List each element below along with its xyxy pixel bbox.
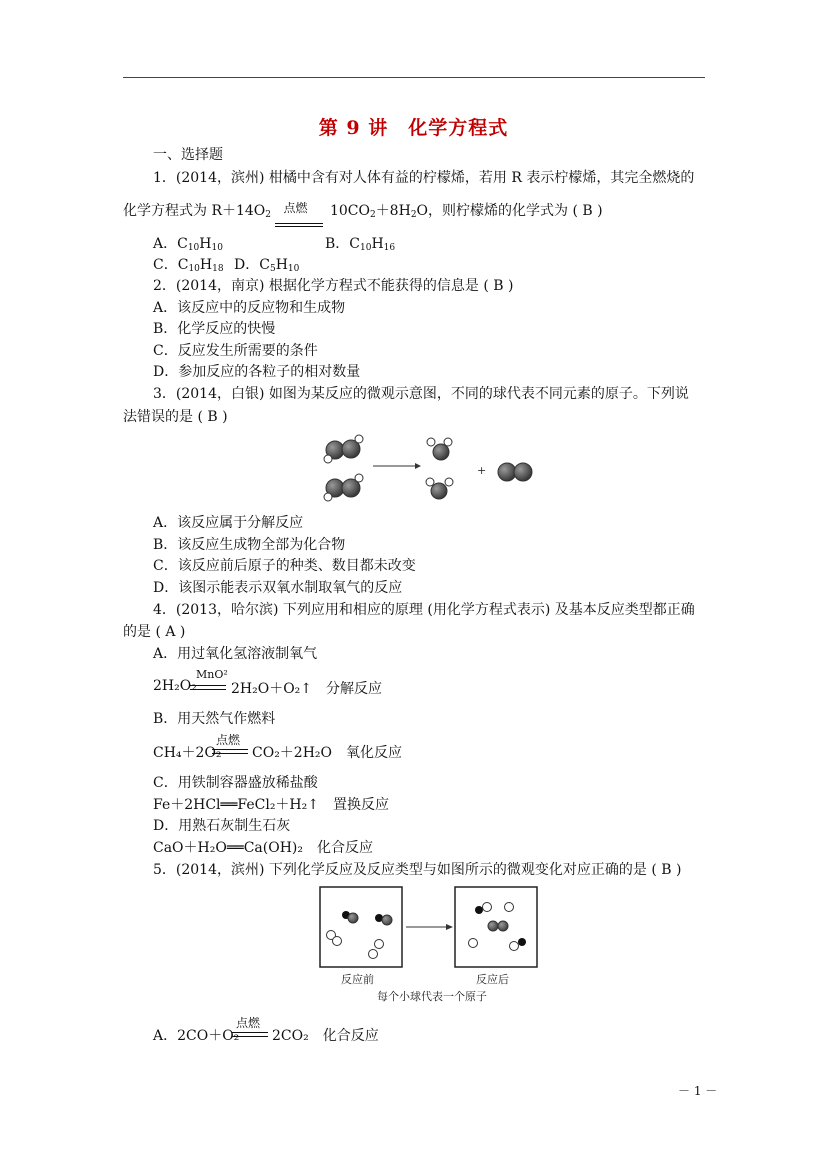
q1-option-a: A．$C_{10}H_{10}$ [153, 236, 223, 253]
q3-reaction-diagram [315, 428, 540, 508]
q4-option-a: A．用过氧化氢溶液制氧气 [153, 646, 318, 662]
q4-eq-b-condition: 点燃 [216, 733, 241, 747]
box-before [320, 887, 402, 967]
section-heading: 一、选择题 [153, 147, 223, 163]
q3-option-d: D．该图示能表示双氧水制取氧气的反应 [153, 580, 403, 596]
page-title: 第 9 讲 化学方程式 [318, 117, 509, 139]
q5-eq-a-sign [232, 1032, 268, 1037]
q2-option-d: D．参加反应的各粒子的相对数量 [153, 364, 361, 380]
q3-option-b: B．该反应生成物全部为化合物 [153, 537, 346, 553]
q4-stem-line1: 4．(2013，哈尔滨) 下列应用和相应的原理 (用化学方程式表示) 及基本反应类型都正确 [153, 602, 695, 618]
plus-sign: + [477, 464, 487, 477]
q2-option-b: B．化学反应的快慢 [153, 321, 276, 337]
q4-eq-b-sign [212, 749, 248, 754]
label-before: 反应前 [341, 973, 374, 986]
reactant-molecule-1 [324, 435, 363, 463]
q4-eq-b-left: CH₄＋2O₂ [153, 745, 222, 761]
q5-eq-a-condition: 点燃 [236, 1016, 261, 1030]
product-molecule-3 [498, 463, 532, 481]
reactant-molecule-2 [324, 474, 363, 501]
q2-option-a: A．该反应中的反应物和生成物 [153, 300, 346, 316]
q5-eq-a-left: A．2CO＋O₂ [153, 1028, 240, 1044]
q4-option-b: B．用天然气作燃料 [153, 711, 276, 727]
page-number: － 1 － [678, 1084, 718, 1098]
q4-eq-a-condition: MnO² [196, 668, 228, 681]
product-molecule-1 [427, 438, 452, 460]
q2-option-c: C．反应发生所需要的条件 [153, 343, 318, 359]
q5-stem: 5．(2014，滨州) 下列化学反应及反应类型与如图所示的微观变化对应正确的是 ( B ) [153, 862, 682, 878]
q1-stem-line1: 1．(2014，滨州) 柑橘中含有对人体有益的柠檬烯，若用 R 表示柠檬烯，其完全燃烧的 [153, 170, 695, 186]
q1-option-b: B．$C_{10}H_{16}$ [325, 236, 396, 253]
q3-option-a: A．该反应属于分解反应 [153, 515, 304, 531]
label-after: 反应后 [476, 973, 509, 986]
product-molecule-2 [426, 478, 453, 499]
q4-option-d: D．用熟石灰制生石灰 [153, 818, 291, 834]
header-rule [123, 77, 705, 78]
q5-eq-a-right: 2CO₂ 化合反应 [272, 1028, 379, 1044]
q3-stem-line2: 法错误的是 ( B ) [123, 409, 228, 425]
q4-eq-c: Fe＋2HCl══FeCl₂＋H₂↑ 置换反应 [153, 797, 389, 813]
q5-micro-diagram [318, 885, 548, 1007]
diagram-caption: 每个小球代表一个原子 [377, 990, 487, 1003]
q1-option-cd: C．$C_{10}H_{18}$ D．$C_5H_{10}$ [153, 257, 300, 274]
q4-option-c: C．用铁制容器盛放稀盐酸 [153, 775, 318, 791]
q4-eq-b-right: CO₂＋2H₂O 氧化反应 [252, 745, 403, 761]
q1-condition: 点燃 [283, 201, 308, 215]
q4-stem-line2: 的是 ( A ) [123, 624, 186, 640]
q4-eq-a-right: 2H₂O＋O₂↑ 分解反应 [231, 681, 383, 697]
q3-option-c: C．该反应前后原子的种类、数目都未改变 [153, 558, 416, 574]
q4-eq-a-left: 2H₂O₂ [153, 678, 197, 694]
q4-eq-d: CaO＋H₂O══Ca(OH)₂ 化合反应 [153, 840, 373, 856]
q2-stem: 2．(2014，南京) 根据化学方程式不能获得的信息是 ( B ) [153, 278, 514, 294]
q3-stem-line1: 3．(2014，白银) 如图为某反应的微观示意图，不同的球代表不同元素的原子。下列说 [153, 386, 689, 402]
q4-eq-a-sign [190, 685, 226, 690]
q1-stem-line2: 化学方程式为 $R+14O_2$ 点燃 $10CO_2+8H_2O$，则柠檬烯的化学式为 ( B ) [123, 202, 603, 224]
